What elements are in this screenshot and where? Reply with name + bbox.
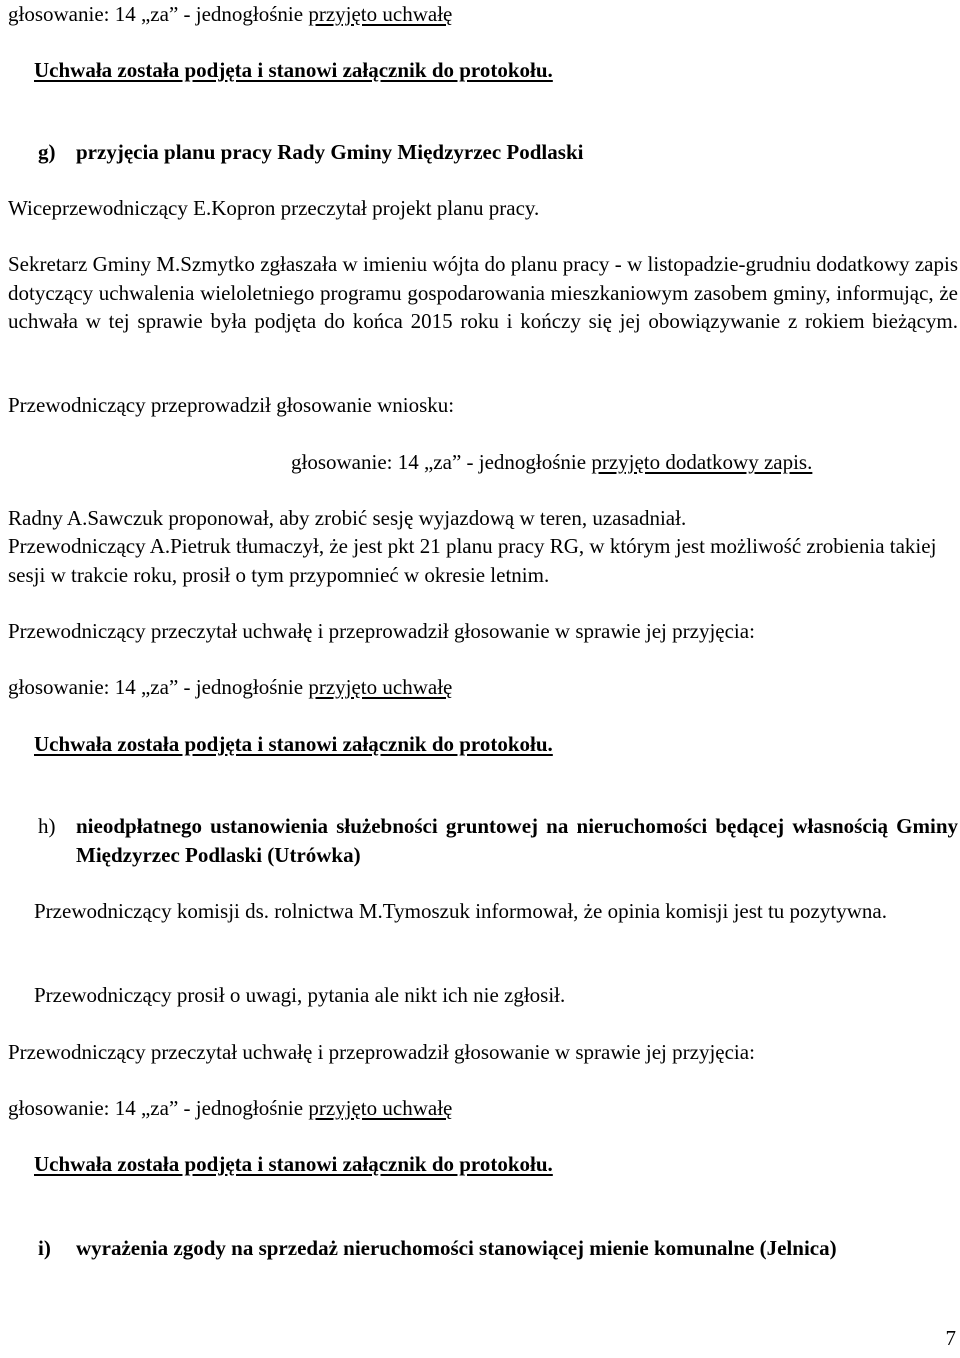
chair-read-resolution-2: Przewodniczący przeczytał uchwałę i przeprowadził głosowanie w sprawie jej przyjęcia: — [8, 1040, 755, 1064]
resolution-adopted-1: Uchwała została podjęta i stanowi załącznik do protokołu. — [34, 58, 553, 82]
agenda-item-i: i) wyrażenia zgody na sprzedaż nieruchomości stanowiącej mienie komunalne (Jelnica) — [38, 1236, 837, 1260]
kopron-paragraph: Wiceprzewodniczący E.Kopron przeczytał projekt planu pracy. — [8, 196, 540, 220]
vote-text: głosowanie: 14 „za” - jednogłośnie — [8, 2, 309, 26]
chair-questions: Przewodniczący prosił o uwagi, pytania ale nikt ich nie zgłosił. — [34, 983, 566, 1007]
pietruk-paragraph: Przewodniczący A.Pietruk tłumaczył, że jest pkt 21 planu pracy RG, w którym jest możliwość zrobienia takiej sesji w trakcie roku, prosił o tym przypomnieć w okresie letnim. — [8, 534, 937, 587]
chair-vote-motion: Przewodniczący przeprowadził głosowanie wniosku: — [8, 393, 455, 417]
chair-read-resolution-1: Przewodniczący przeczytał uchwałę i przeprowadził głosowanie w sprawie jej przyjęcia: — [8, 619, 755, 643]
agenda-item-h: h) nieodpłatnego ustanowienia służebności gruntowej na nieruchomości będącej własnością Gminy Międzyrzec Podlaski (Utrówka) — [38, 814, 958, 867]
page-number: 7 — [945, 1326, 956, 1350]
szmytko-paragraph: Sekretarz Gminy M.Szmytko zgłaszała w imieniu wójta do planu pracy - w listopadzie-grudniu dodatkowy zapis dotyczący uchwalenia wieloletniego programu gospodarowania mieszkaniowym zasobem gminy, informując, że uchwała w tej sprawie była podjęta do końca 2015 roku i kończy się jej obowiązywanie z rokiem bieżącym. — [8, 252, 958, 334]
resolution-adopted-3: Uchwała została podjęta i stanowi załącznik do protokołu. — [34, 1152, 553, 1176]
vote-result-underlined: przyjęto uchwałę — [308, 2, 453, 26]
vote-line-1 — [8, 0, 958, 29]
resolution-adopted-2: Uchwała została podjęta i stanowi załącznik do protokołu. — [34, 732, 553, 756]
tymoszuk-paragraph: Przewodniczący komisji ds. rolnictwa M.Tymoszuk informował, że opinia komisji jest tu pozytywna. — [34, 899, 887, 923]
sawczuk-paragraph: Radny A.Sawczuk proponował, aby zrobić sesję wyjazdową w teren, uzasadniał. — [8, 506, 687, 530]
vote-line-2: głosowanie: 14 „za” - jednogłośnie przyjęto dodatkowy zapis. — [291, 450, 813, 474]
vote-line-3: głosowanie: 14 „za” - jednogłośnie przyjęto uchwałę — [8, 675, 453, 699]
agenda-item-g: g) przyjęcia planu pracy Rady Gminy Międzyrzec Podlaski — [38, 140, 584, 164]
vote-line-4: głosowanie: 14 „za” - jednogłośnie przyjęto uchwałę — [8, 1096, 453, 1120]
